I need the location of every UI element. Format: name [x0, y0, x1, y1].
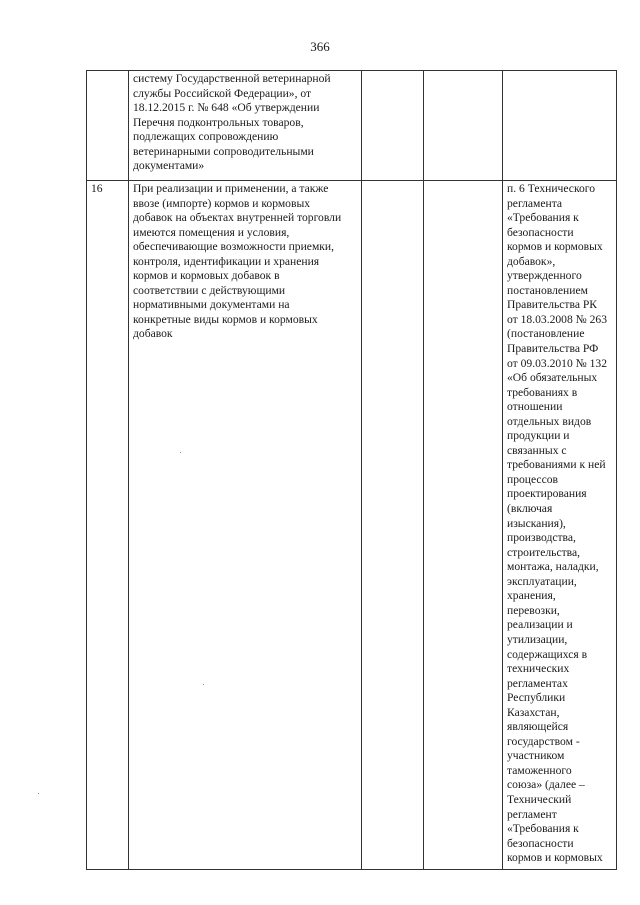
text-line: связанных с — [507, 443, 567, 457]
text-line: утвержденного — [507, 269, 582, 283]
text-line: «Требования к — [507, 211, 579, 225]
text-line: от 18.03.2008 № 263 — [507, 312, 608, 326]
scan-speck — [203, 684, 204, 685]
text-line: безопасности — [507, 836, 574, 850]
text-line: хранения, — [507, 589, 556, 603]
text-line: Республики — [507, 691, 566, 705]
text-line: контроля, идентификации и хранения — [133, 254, 320, 268]
text-line: Правительства РК — [507, 298, 598, 312]
text-line: изыскания), — [507, 516, 566, 530]
reference-cell — [503, 71, 617, 181]
text-line: регламента — [507, 196, 563, 210]
text-line: Перечня подконтрольных товаров, — [133, 115, 304, 129]
text-line: «Об обязательных — [507, 371, 598, 385]
answer-no-cell — [424, 181, 503, 870]
text-line: Казахстан, — [507, 705, 560, 719]
page-number: 366 — [310, 39, 330, 54]
table-row-16 — [87, 181, 617, 870]
text-line: документами» — [133, 159, 205, 173]
text-line: добавок — [133, 327, 173, 341]
text-line: обеспечивающие возможности приемки, — [133, 240, 335, 254]
text-line: системy Государственной ветеринарной — [133, 72, 331, 85]
text-line: нормативными документами на — [133, 298, 290, 312]
requirement-cell — [129, 181, 362, 870]
text-line: добавок на объектах внутренней торговли — [133, 211, 342, 225]
text-line: регламент — [507, 807, 557, 821]
text-line: кормов и кормовых добавок в — [133, 269, 280, 283]
text-line: имеются помещения и условия, — [133, 225, 290, 239]
row-number-cell: 16 — [87, 181, 129, 870]
row-number-cell — [87, 71, 129, 181]
text-line: строительства, — [507, 545, 581, 559]
text-line: реализации и — [507, 618, 573, 632]
text-line: таможенного — [507, 763, 572, 777]
text-line: подлежащих сопровождению — [133, 130, 279, 144]
text-line: перевозки, — [507, 603, 560, 617]
text-line: кормов и кормовых — [507, 240, 603, 254]
text-line: государством - — [507, 734, 580, 748]
scan-speck — [180, 452, 181, 453]
text-line: производства, — [507, 531, 576, 545]
text-line: участником — [507, 749, 565, 763]
reference-cell — [503, 181, 617, 870]
text-line: союза» (далее – — [507, 778, 585, 792]
text-line: п. 6 Технического — [507, 182, 596, 195]
text-line: При реализации и применении, а также — [133, 182, 329, 195]
text-line: службы Российской Федерации», от — [133, 86, 312, 100]
text-line: содержащихся в — [507, 647, 588, 661]
requirement-cell — [129, 71, 362, 181]
text-line: «Требования к — [507, 822, 579, 836]
answer-yes-cell — [362, 181, 424, 870]
text-line: от 09.03.2010 № 132 — [507, 356, 608, 370]
text-line: технических — [507, 662, 570, 676]
text-line: утилизации, — [507, 632, 568, 646]
scan-speck — [38, 793, 39, 794]
text-line: 18.12.2015 г. № 648 «Об утверждении — [133, 101, 320, 115]
text-line: процессов — [507, 472, 559, 486]
text-line: отношении — [507, 400, 563, 414]
text-line: отдельных видов — [507, 414, 592, 428]
text-line: монтажа, наладки, — [507, 560, 599, 574]
answer-no-cell — [424, 71, 503, 181]
text-line: кормов и кормовых — [507, 851, 603, 865]
text-line: ввозе (импорте) кормов и кормовых — [133, 196, 311, 210]
requirements-table — [86, 70, 617, 870]
text-line: эксплуатации, — [507, 574, 577, 588]
text-line: соответствии с действующими — [133, 283, 286, 297]
table-row-continuation — [87, 71, 617, 181]
text-line: Технический — [507, 792, 572, 806]
text-line: конкретные виды кормов и кормовых — [133, 312, 318, 326]
text-line: добавок», — [507, 254, 556, 268]
text-line: Правительства РФ — [507, 342, 599, 356]
text-line: продукции и — [507, 429, 570, 443]
text-line: (постановление — [507, 327, 585, 341]
text-line: ветеринарными сопроводительными — [133, 144, 314, 158]
text-line: проектирования — [507, 487, 587, 501]
text-line: безопасности — [507, 225, 574, 239]
text-line: регламентах — [507, 676, 568, 690]
text-line: (включая — [507, 502, 553, 516]
text-line: постановлением — [507, 283, 588, 297]
answer-yes-cell — [362, 71, 424, 181]
text-line: требованиях в — [507, 385, 578, 399]
text-line: являющейся — [507, 720, 569, 734]
text-line: требованиями к ней — [507, 458, 606, 472]
